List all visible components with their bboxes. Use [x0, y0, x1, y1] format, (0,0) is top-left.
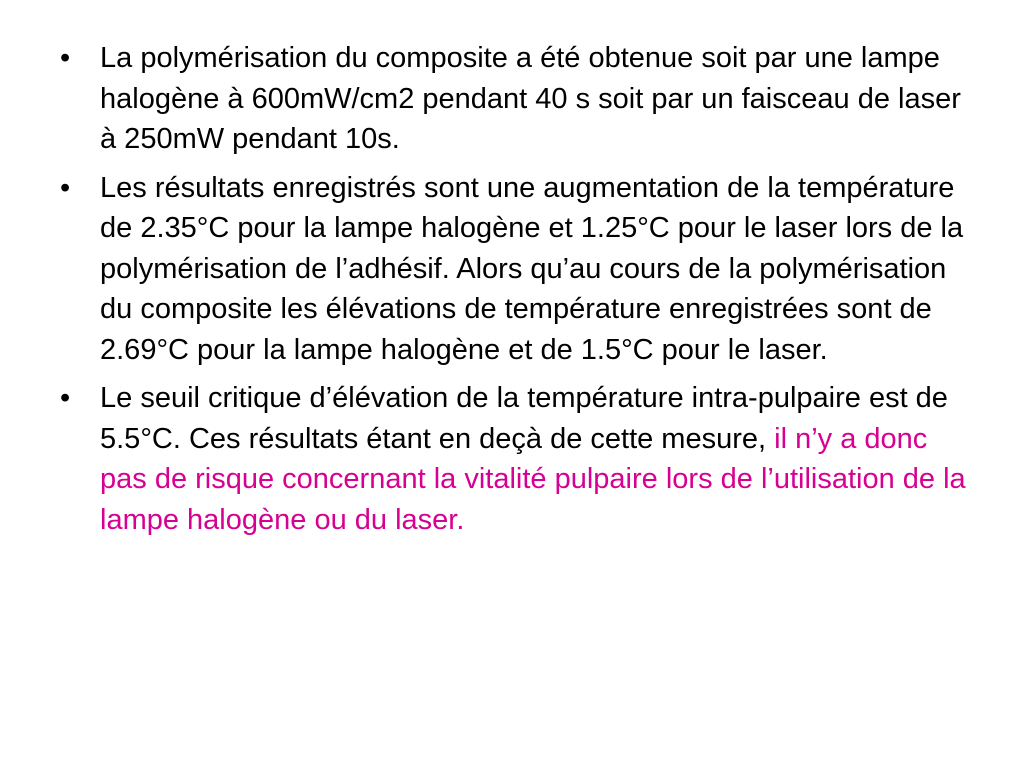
bullet-point-icon: •: [60, 382, 71, 414]
bullet-text: Les résultats enregistrés sont une augmentation de la température de 2.35°C pour la lampe halogène et 1.25°C pour le laser lors de la polymérisation de l’adhésif. Alors qu’au cours de la polymérisation du composite les élévations de température enregistrées sont de 2.69°C pour la lampe halogène et de 1.5°C pour le laser.: [100, 171, 964, 366]
bullet-item-critical-threshold: [56, 378, 966, 540]
bullet-point-icon: •: [60, 171, 71, 204]
bullet-item-temperature-results: [56, 168, 966, 371]
bullet-text: La polymérisation du composite a été obtenue soit par une lampe halogène à 600mW/cm2 pendant 40 s soit par un faisceau de laser à 250mW pendant 10s.: [100, 42, 961, 155]
bullet-list: [56, 38, 966, 548]
bullet-text: Le seuil critique d’élévation de la température intra-pulpaire est de 5.5°C. Ces résultats étant en deçà de cette mesure,: [100, 382, 948, 455]
bullet-conclusion-emphasis: il n’y a donc pas de risque concernant la vitalité pulpaire lors de l’utilisation de la lampe halogène ou du laser.: [100, 422, 966, 536]
bullet-item-polymerisation-method: [56, 38, 966, 160]
bullet-point-icon: •: [60, 42, 71, 74]
